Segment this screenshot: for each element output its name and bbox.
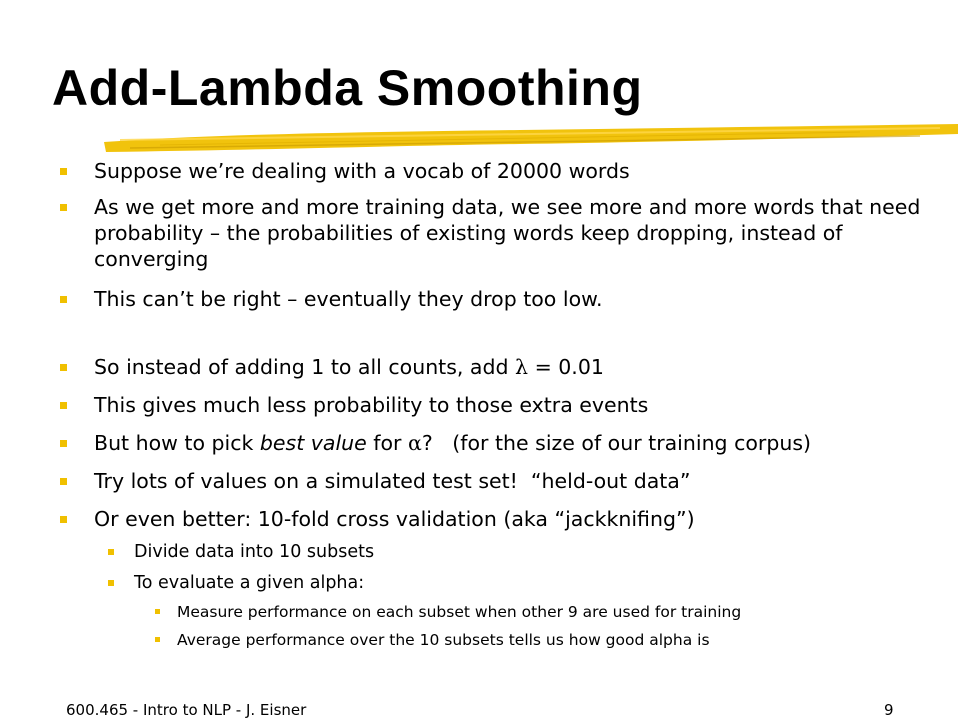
page-number: 9 [884,701,894,719]
lambda-symbol: λ [515,355,529,379]
bullet-text: Average performance over the 10 subsets tells us how good alpha is [177,631,710,649]
bullet-item [60,506,950,532]
bullet-text-pre: So instead of adding 1 to all counts, add [94,355,516,379]
emphasized-text: best value [259,431,367,455]
bullet-marker [60,204,67,211]
bullet-text: Suppose we’re dealing with a vocab of 20000 words [94,159,630,183]
bullet-list [60,158,950,650]
bullet-marker [155,609,160,614]
bullet-item [60,158,950,184]
bullet-text-post: ? (for the size of our training corpus) [421,431,812,455]
bullet-item [60,194,950,272]
bullet-marker [108,580,114,586]
sub-sub-bullet-item [60,630,950,650]
bullet-marker [60,296,67,303]
bullet-marker [60,516,67,523]
bullet-item [60,354,950,380]
bullet-text: Or even better: 10-fold cross validation (aka “jackknifing”) [94,507,695,531]
bullet-item [60,286,950,312]
bullet-marker [155,637,160,642]
bullet-text: Measure performance on each subset when other 9 are used for training [177,603,742,621]
bullet-text-mid: for [366,431,408,455]
bullet-item [60,468,950,494]
bullet-text: This can’t be right – eventually they drop too low. [94,287,603,311]
sub-bullet-item [60,541,950,563]
bullet-item [60,430,950,456]
bullet-marker [60,402,67,409]
bullet-text: As we get more and more training data, we see more and more words that need probability – the probabilities of existing words keep dropping, instead of converging [94,195,921,271]
bullet-text-post: = 0.01 [528,355,604,379]
bullet-marker [108,549,114,555]
sub-sub-bullet-item [60,602,950,622]
slide-title: Add-Lambda Smoothing [52,60,643,116]
bullet-text-pre: But how to pick [94,431,260,455]
bullet-marker [60,168,67,175]
sub-bullet-item [60,572,950,594]
alpha-symbol: α [408,431,422,455]
bullet-text: To evaluate a given alpha: [134,573,365,593]
bullet-marker [60,440,67,447]
footer-course: 600.465 - Intro to NLP - J. Eisner [66,701,307,719]
bullet-item [60,392,950,418]
bullet-marker [60,364,67,371]
bullet-text: Divide data into 10 subsets [134,542,375,562]
bullet-text: Try lots of values on a simulated test set! “held-out data” [94,469,691,493]
bullet-text: This gives much less probability to those extra events [94,393,649,417]
bullet-marker [60,478,67,485]
title-underline-brush [100,118,960,158]
